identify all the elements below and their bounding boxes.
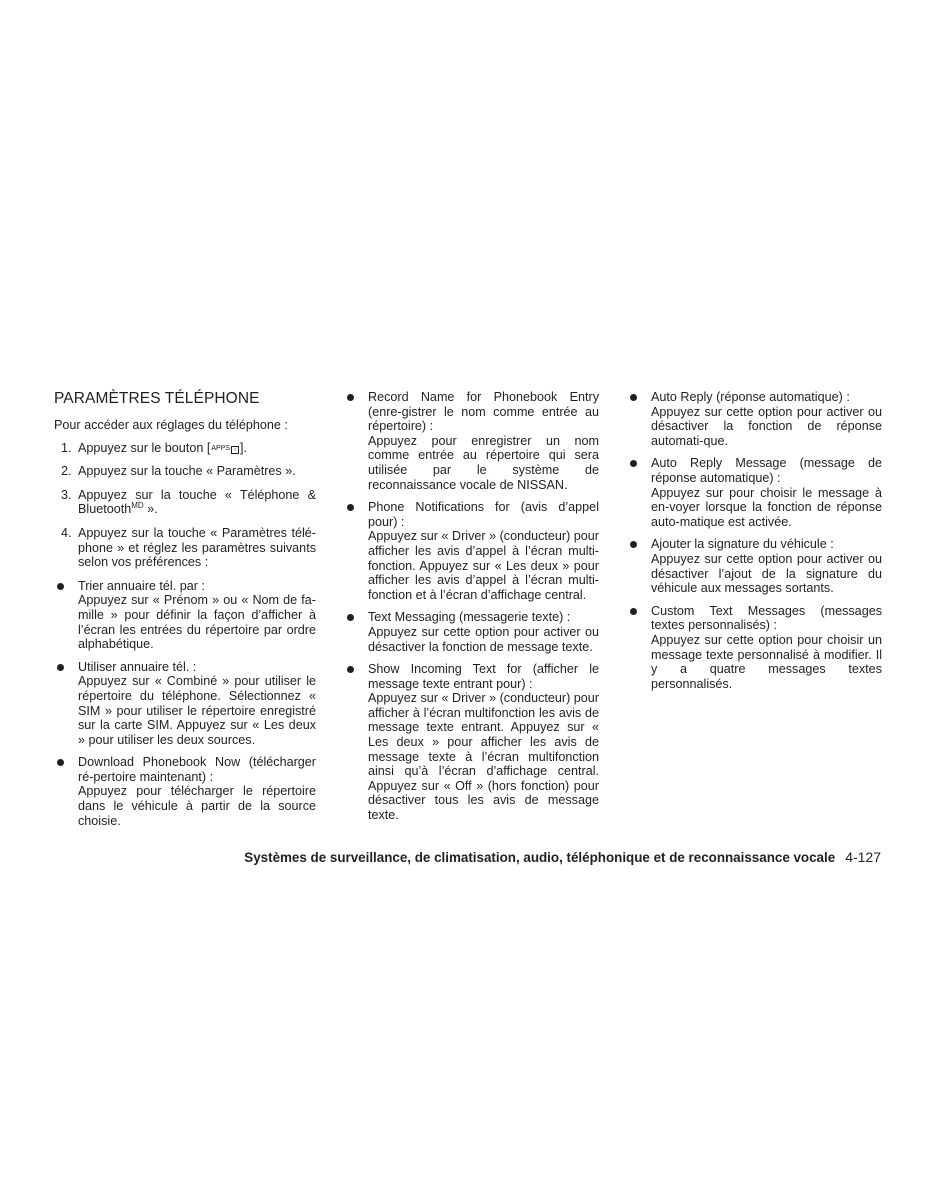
step-text: Appuyez sur la touche « Paramètres télé-phone » et réglez les paramètres suivants selon vos préférences :	[78, 525, 316, 570]
bullet-icon	[57, 583, 64, 590]
bullet-desc: Appuyez sur pour choisir le message à en-voyer lorsque la fonction de réponse auto-matique est activée.	[651, 485, 882, 529]
bullet-phone-notifications	[344, 500, 599, 602]
bullet-custom-text-messages	[627, 604, 882, 692]
bullet-icon	[630, 608, 637, 615]
bullet-lead: Download Phonebook Now (télécharger ré-pertoire maintenant) :	[78, 755, 316, 784]
bullet-icon	[347, 666, 354, 673]
bullet-lead: Auto Reply Message (message de réponse automatique) :	[651, 456, 882, 485]
bullet-desc: Appuyez sur « Driver » (conducteur) pour afficher les avis d’appel à l’écran multi-fonction. Appuyez sur « Les deux » pour afficher les avis d’appel à l’écran multi-fonction et à l’écran d’affichage central.	[368, 529, 599, 602]
bullet-desc: Appuyez sur « Prénom » ou « Nom de fa-mille » pour définir la façon d’afficher à l’écran les entrées du répertoire par ordre alphabétique.	[78, 593, 316, 652]
bullet-lead: Auto Reply (réponse automatique) :	[651, 390, 850, 404]
step-number: 1.	[61, 440, 72, 455]
bullet-lead: Show Incoming Text for (afficher le message texte entrant pour) :	[368, 662, 599, 691]
trademark-superscript: MD	[131, 501, 144, 511]
step-number: 3.	[61, 487, 72, 502]
bullet-desc: Appuyez sur cette option pour choisir un message texte personnalisé à modifier. Il y a quatre messages textes personnalisés.	[651, 632, 882, 691]
bullet-icon	[57, 664, 64, 671]
bullet-icon	[347, 614, 354, 621]
bullet-desc: Appuyez pour enregistrer un nom comme entrée au répertoire qui sera utilisée par le système de reconnaissance vocale de NISSAN.	[368, 433, 599, 492]
apps-button-icon	[210, 444, 240, 454]
column-right	[627, 390, 882, 699]
bullet-icon	[347, 504, 354, 511]
step-text-after: ».	[143, 502, 158, 517]
step-1	[54, 441, 316, 456]
bullet-icon	[347, 394, 354, 401]
info-box-icon: i	[231, 446, 239, 454]
bullet-record-name	[344, 390, 599, 492]
page-footer	[0, 849, 881, 866]
chapter-title: Systèmes de surveillance, de climatisation, audio, téléphonique et de reconnaissance vocale	[244, 850, 836, 865]
bullet-desc: Appuyez sur « Driver » (conducteur) pour afficher à l’écran multifonction les avis de message texte entrant. Appuyez sur « Les deux » pour afficher les avis de message texte à l’écran multifonction ainsi qu’à l’écran d’affichage central. Appuyez sur « Off » (hors fonction) pour désactiver tous les avis de message texte.	[368, 691, 599, 823]
bullet-auto-reply-message	[627, 456, 882, 529]
page-number: 4-127	[845, 849, 881, 865]
column-left	[54, 390, 316, 836]
step-text: Appuyez sur la touche « Paramètres ».	[78, 464, 296, 479]
bullet-use-phonebook	[54, 660, 316, 748]
bullet-icon	[630, 541, 637, 548]
step-4	[54, 526, 316, 570]
step-text-before: Appuyez sur le bouton [	[78, 440, 211, 455]
apps-button-label: APPS	[211, 444, 231, 452]
bullet-show-incoming-text	[344, 662, 599, 823]
intro-text: Pour accéder aux réglages du téléphone :	[54, 418, 288, 432]
bullet-download-phonebook	[54, 755, 316, 828]
bullet-icon	[630, 394, 637, 401]
step-number: 2.	[61, 464, 72, 479]
step-2	[54, 464, 316, 479]
bullet-icon	[630, 460, 637, 467]
bullet-vehicle-signature	[627, 537, 882, 595]
bullet-sort-phonebook	[54, 579, 316, 652]
bullet-desc: Appuyez pour télécharger le répertoire dans le véhicule à partir de la source choisie.	[78, 784, 316, 828]
section-title: PARAMÈTRES TÉLÉPHONE	[54, 390, 260, 407]
step-text-after: ].	[240, 440, 248, 455]
bullet-lead: Phone Notifications for (avis d’appel pour) :	[368, 500, 599, 529]
bullet-lead: Custom Text Messages (messages textes personnalisés) :	[651, 603, 882, 633]
bullet-desc: Appuyez sur cette option pour activer ou désactiver la fonction de réponse automati-que.	[651, 404, 882, 448]
bullet-lead: Text Messaging (messagerie texte) :	[368, 610, 571, 625]
bullet-lead: Trier annuaire tél. par :	[78, 578, 205, 593]
bullet-icon	[57, 759, 64, 766]
bullet-desc: Appuyez sur cette option pour activer ou désactiver la fonction de message texte.	[368, 624, 599, 654]
step-number: 4.	[61, 525, 72, 540]
step-3	[54, 488, 316, 517]
bullet-lead: Ajouter la signature du véhicule :	[651, 537, 834, 552]
bullet-text-messaging	[344, 610, 599, 654]
bullet-lead: Record Name for Phonebook Entry (enre-gistrer le nom comme entrée au répertoire) :	[368, 390, 599, 434]
bullet-auto-reply	[627, 390, 882, 448]
step-text-before: Appuyez sur la touche « Téléphone & Bluetooth	[78, 487, 316, 517]
bullet-desc: Appuyez sur cette option pour activer ou désactiver l’ajout de la signature du véhicule aux messages sortants.	[651, 551, 882, 596]
bullet-lead: Utiliser annuaire tél. :	[78, 659, 197, 674]
bullet-desc: Appuyez sur « Combiné » pour utiliser le répertoire du téléphone. Sélectionnez « SIM » pour utiliser le répertoire enregistré sur la carte SIM. Appuyez sur « Les deux » pour utiliser les deux sources.	[78, 674, 316, 747]
column-middle	[344, 390, 599, 831]
